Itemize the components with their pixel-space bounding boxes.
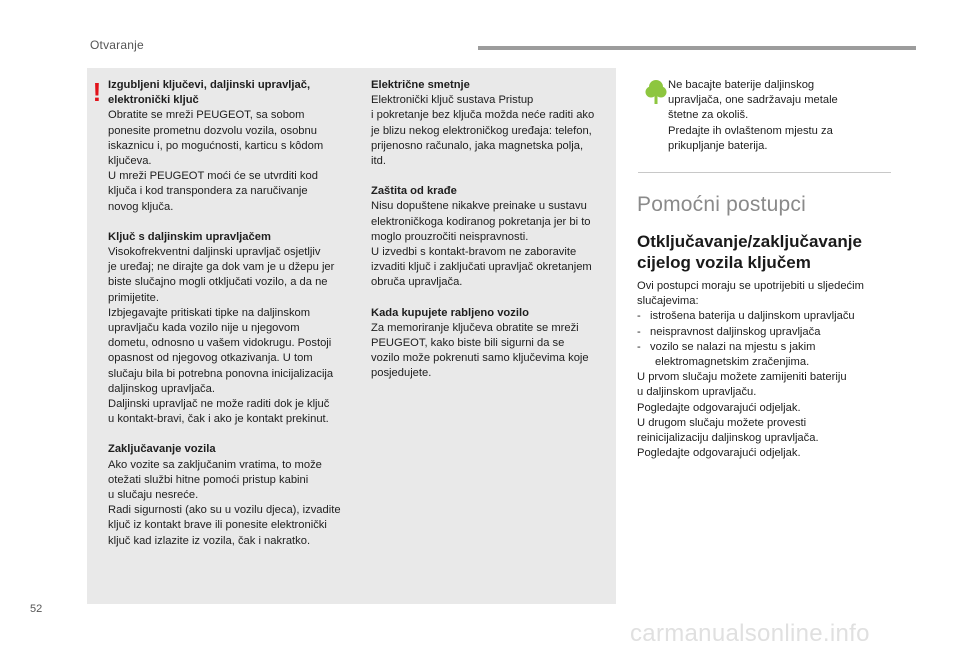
used-vehicle-heading: Kada kupujete rabljeno vozilo <box>371 306 529 319</box>
section-heading: Pomoćni postupci <box>637 193 806 216</box>
theft-protection-heading: Zaštita od krađe <box>371 185 457 198</box>
tree-icon <box>645 79 667 105</box>
exclamation-icon: ! <box>92 77 102 107</box>
lost-keys-text: Obratite se mreži PEUGEOT, sa sobom ponesite prometnu dozvolu vozila, osobnu iskaznicu i, po mogućnosti, karticu s kôdom ključeva. U mreži PEUGEOT moći će se utvrditi kod ključa i kod transpondera za naručivanje novog ključa. <box>108 109 324 213</box>
procedure-outro: U prvom slučaju možete zamijeniti bateriju u daljinskom upravljaču. Pogledajte odgovarajući odjeljak. U drugom slučaju možete provesti reinicijalizaciju daljinskog upravljača. Pogledajte odgovarajući odjeljak. <box>637 371 847 460</box>
warning-column-2 <box>371 78 615 382</box>
list-item: - vozilo se nalazi na mjestu s jakim elektromagnetskim zračenjima. <box>637 340 816 369</box>
remote-key-heading: Ključ s daljinskim upravljačem <box>108 230 271 243</box>
list-item: - istrošena baterija u daljinskom upravljaču <box>637 310 855 323</box>
lost-keys-heading: Izgubljeni ključevi, daljinski upravljač, elektronički ključ <box>108 79 311 107</box>
interference-heading: Električne smetnje <box>371 79 470 91</box>
procedure-text <box>637 279 892 461</box>
remote-key-text: Visokofrekventni daljinski upravljač osjetljiv je uređaj; ne dirajte ga dok vam je u džepu jer biste slučajno mogli otključati vozilo, a da ne primijetite. Izbjegavajte pritiskati tipke na daljinskom upravljaču kada vozilo nije u njegovom dometu, odnosno u vašem vidokrugu. Postoji opasnost od njegovog otkazivanja. U tom slučaju bila bi potrebna ponovna inicijalizacija daljinskog upravljača. Daljinski upravljač ne može raditi dok je ključ u kontakt-bravi, čak i ako je kontakt prekinut. <box>108 246 335 426</box>
list-item: - neispravnost daljinskog upravljača <box>637 325 821 338</box>
procedure-intro: Ovi postupci moraju se upotrijebiti u sljedećim slučajevima: <box>637 280 864 308</box>
eco-note-text: Ne bacajte baterije daljinskog upravljača, one sadržavaju metale štetne za okoliš. Predajte ih ovlaštenom mjestu za prikupljanje baterija. <box>668 79 838 152</box>
locking-heading: Zaključavanje vozila <box>108 443 216 456</box>
used-vehicle-text: Za memoriranje ključeva obratite se mreži PEUGEOT, kako biste bili sigurni da se vozilo može pokrenuti samo ključevima koje posjedujete. <box>371 321 589 380</box>
theft-protection-text: Nisu dopuštene nikakve preinake u sustavu elektroničkoga kodiranog pokretanja jer bi to moglo prouzročiti neispravnosti. U izvedbi s kontakt-bravom ne zaboravite izvaditi ključ i zaključati upravljač okretanjem obruča upravljača. <box>371 200 592 289</box>
header-bar <box>478 46 916 50</box>
interference-text: Elektronički ključ sustava Pristup i pokretanje bez ključa možda neće raditi ako je blizu nekog elektroničkog uređaja: telefon, prijenosno računalo, jaka magnetska polja, itd. <box>371 94 595 168</box>
page-number: 52 <box>30 603 43 615</box>
locking-text: Ako vozite sa zaključanim vratima, to može otežati službi hitne pomoći pristup kabini u slučaju nesreće. Radi sigurnosti (ako su u vozilu djeca), izvadite ključ iz kontakt brave ili ponesite elektronički ključ kad izlazite iz vozila, čak i nakratko. <box>108 458 341 547</box>
warning-column-1 <box>108 78 358 549</box>
section-title: Otvaranje <box>90 38 144 52</box>
procedure-heading: Otključavanje/zaključavanje cijelog vozila ključem <box>637 232 862 272</box>
watermark: carmanualsonline.info <box>630 620 870 647</box>
